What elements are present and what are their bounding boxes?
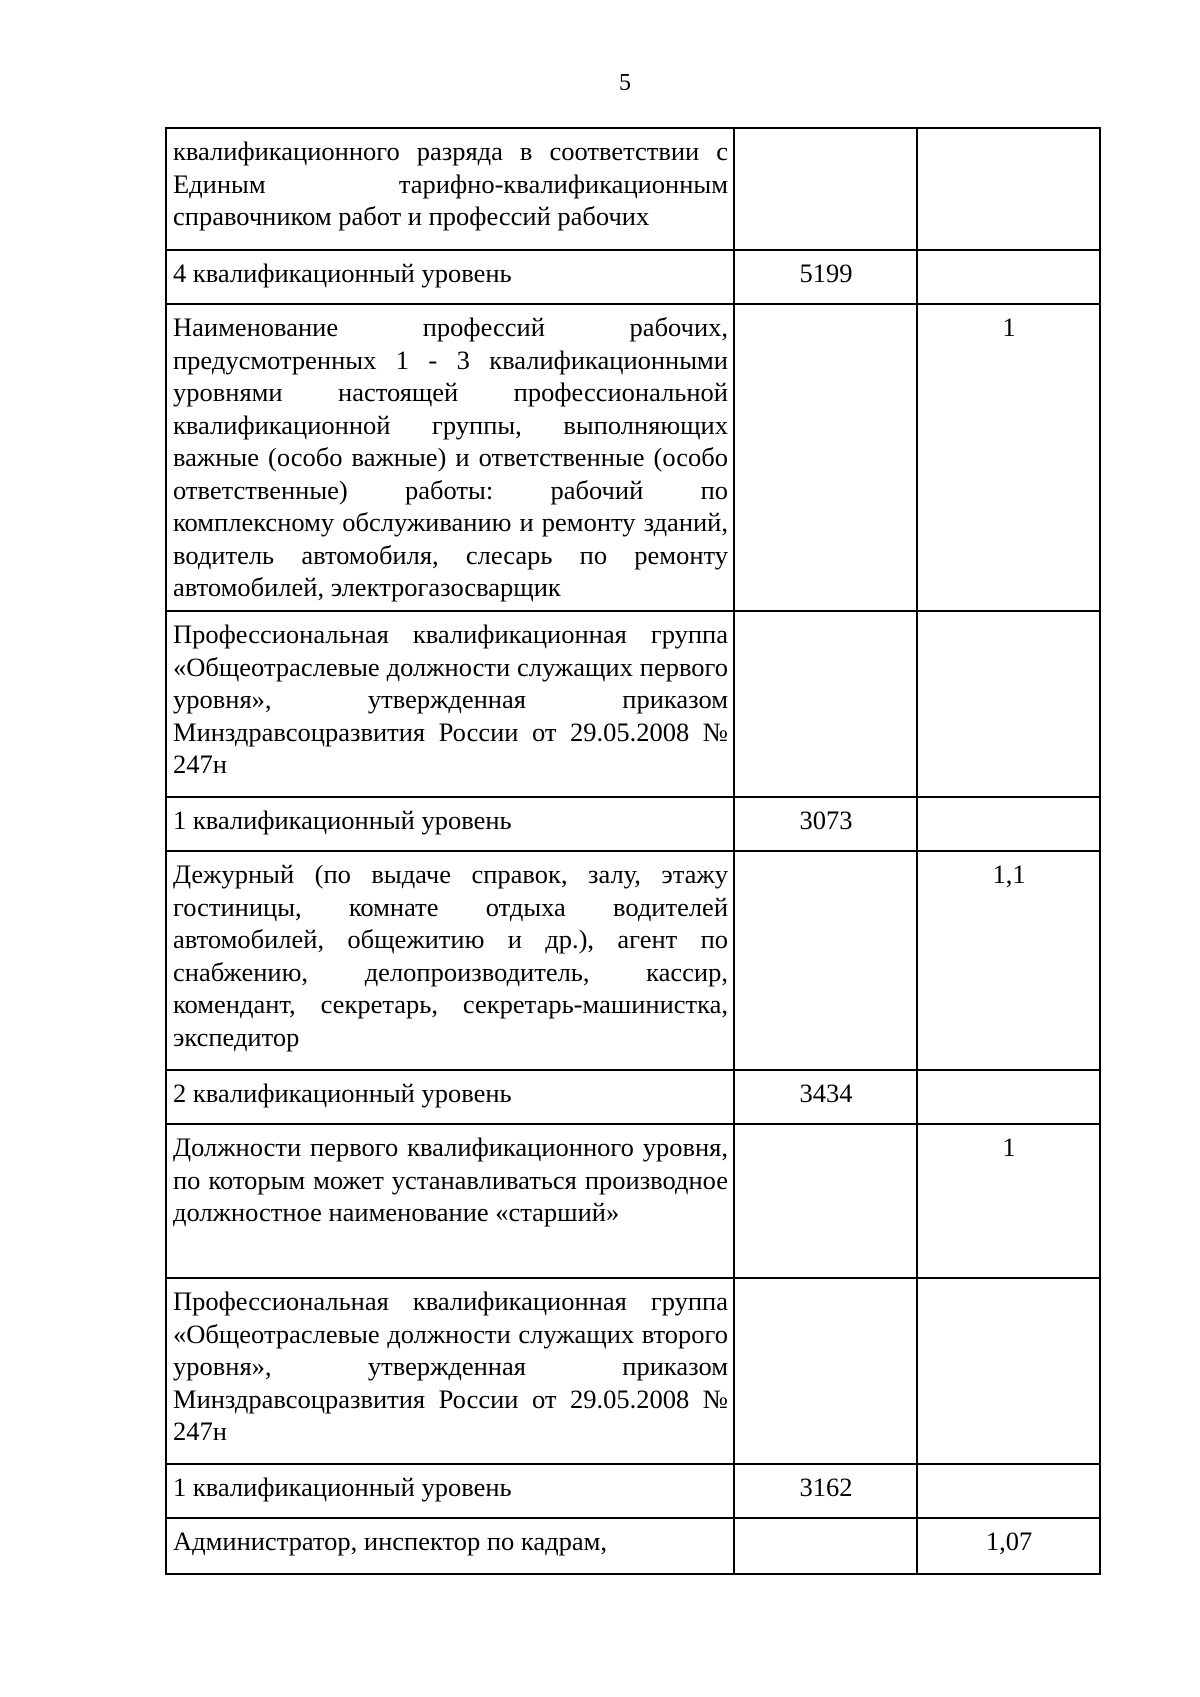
table-row	[166, 304, 1100, 611]
table-cell-coefficient	[917, 1070, 1100, 1124]
table-cell-description	[166, 1278, 734, 1464]
table-row	[166, 1070, 1100, 1124]
table-cell-coefficient	[917, 250, 1100, 304]
cell-text: 3073	[799, 805, 853, 835]
table-row	[166, 250, 1100, 304]
table-cell-description	[166, 797, 734, 851]
cell-text: 3162	[799, 1472, 853, 1502]
table-cell-coefficient	[917, 611, 1100, 797]
table-cell-salary	[734, 1070, 917, 1124]
table-cell-description	[166, 1070, 734, 1124]
table-cell-coefficient	[917, 304, 1100, 611]
table-row	[166, 1518, 1100, 1574]
table-cell-description	[166, 1124, 734, 1278]
cell-text: 1 квалификационный уровень	[173, 1472, 512, 1502]
cell-text: квалификационного разряда в соответствии с Единым тарифно-квалификационным справочником работ и профессий рабочих	[173, 136, 728, 231]
table-cell-salary	[734, 611, 917, 797]
cell-text: Профессиональная квалификационная группа «Общеотраслевые должности служащих первого уровня», утвержденная приказом Минздравсоцразвития России от 29.05.2008 № 247н	[173, 619, 728, 779]
cell-text: Должности первого квалификационного уровня, по которым может устанавливаться производное должностное наименование «старший»	[173, 1132, 728, 1227]
table-cell-description	[166, 851, 734, 1070]
table-row	[166, 1278, 1100, 1464]
table-cell-description	[166, 250, 734, 304]
table-cell-coefficient	[917, 1278, 1100, 1464]
table-row	[166, 128, 1100, 250]
table-cell-coefficient	[917, 1124, 1100, 1278]
table-cell-salary	[734, 128, 917, 250]
table-cell-coefficient	[917, 1464, 1100, 1518]
table-cell-description	[166, 611, 734, 797]
cell-text: 1	[1002, 312, 1016, 342]
table-cell-description	[166, 304, 734, 611]
cell-text: 1,1	[992, 859, 1026, 889]
table-cell-salary	[734, 250, 917, 304]
cell-text: 1,07	[985, 1526, 1033, 1556]
table-row	[166, 1124, 1100, 1278]
table-cell-description	[166, 1518, 734, 1574]
table-cell-salary	[734, 797, 917, 851]
table-cell-salary	[734, 1124, 917, 1278]
cell-text: Дежурный (по выдаче справок, залу, этажу гостиницы, комнате отдыха водителей автомобилей, общежитию и др.), агент по снабжению, делопроизводитель, кассир, комендант, секретарь, секретарь-машинистка, экспедитор	[173, 859, 728, 1052]
cell-text: 4 квалификационный уровень	[173, 258, 512, 288]
table-cell-coefficient	[917, 1518, 1100, 1574]
table-cell-salary	[734, 1278, 917, 1464]
cell-text: 2 квалификационный уровень	[173, 1078, 512, 1108]
table-row	[166, 611, 1100, 797]
table-cell-coefficient	[917, 797, 1100, 851]
table-cell-coefficient	[917, 851, 1100, 1070]
table-row	[166, 851, 1100, 1070]
table-cell-salary	[734, 851, 917, 1070]
table-cell-salary	[734, 1464, 917, 1518]
cell-text: 1	[1002, 1132, 1016, 1162]
table-cell-description	[166, 128, 734, 250]
table-cell-salary	[734, 1518, 917, 1574]
cell-text: Наименование профессий рабочих, предусмотренных 1 - 3 квалификационными уровнями настоящей профессиональной квалификационной группы, выполняющих важные (особо важные) и ответственные (особо ответственные) работы: рабочий по комплексному обслуживанию и ремонту зданий, водитель автомобиля, слесарь по ремонту автомобилей, электрогазосварщик	[173, 312, 728, 602]
table-cell-salary	[734, 304, 917, 611]
page-number: 5	[619, 70, 631, 96]
cell-text: 3434	[799, 1078, 853, 1108]
table-cell-description	[166, 1464, 734, 1518]
table-row	[166, 797, 1100, 851]
cell-text: 5199	[799, 258, 853, 288]
table-row	[166, 1464, 1100, 1518]
cell-text: Профессиональная квалификационная группа «Общеотраслевые должности служащих второго уровня», утвержденная приказом Минздравсоцразвития России от 29.05.2008 № 247н	[173, 1286, 728, 1446]
cell-text: Администратор, инспектор по кадрам,	[173, 1526, 608, 1556]
salary-table	[165, 127, 1101, 1575]
table-cell-coefficient	[917, 128, 1100, 250]
cell-text: 1 квалификационный уровень	[173, 805, 512, 835]
